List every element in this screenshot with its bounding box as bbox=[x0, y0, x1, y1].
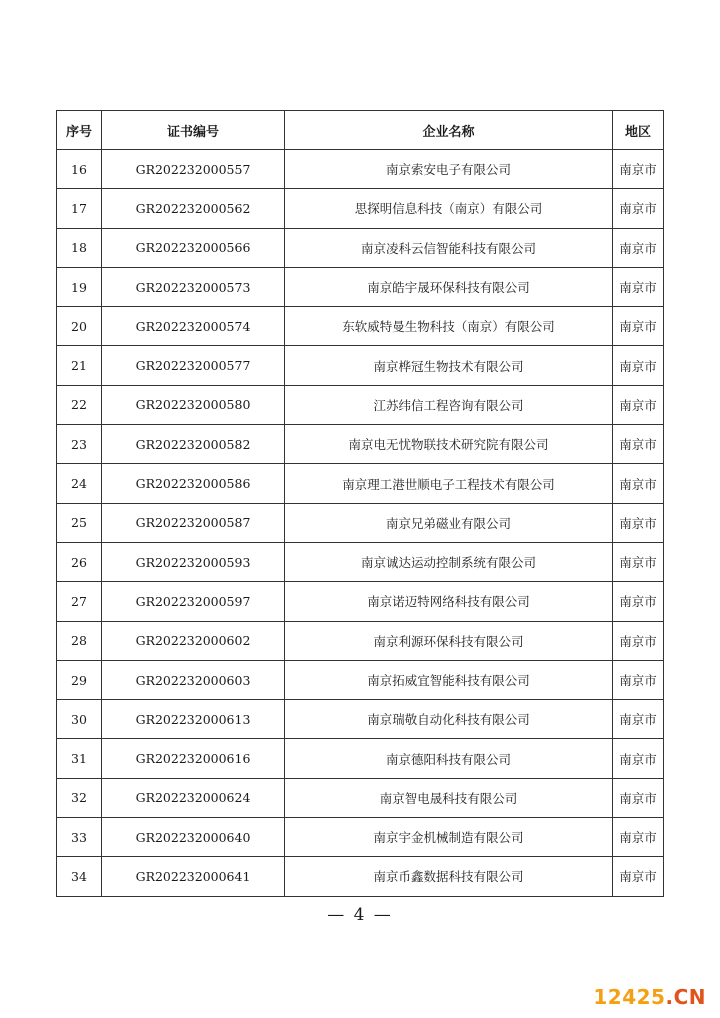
row-index: 29 bbox=[57, 660, 102, 699]
company-name: 南京皓宇晟环保科技有限公司 bbox=[285, 267, 613, 306]
row-index: 17 bbox=[57, 189, 102, 228]
certificate-number: GR202232000602 bbox=[102, 621, 285, 660]
row-index: 31 bbox=[57, 739, 102, 778]
row-index: 32 bbox=[57, 778, 102, 817]
table-row bbox=[57, 228, 664, 267]
region: 南京市 bbox=[613, 700, 664, 739]
company-name: 南京凌科云信智能科技有限公司 bbox=[285, 228, 613, 267]
table-row bbox=[57, 818, 664, 857]
company-name: 南京兄弟磁业有限公司 bbox=[285, 503, 613, 542]
certificate-number: GR202232000577 bbox=[102, 346, 285, 385]
row-index: 28 bbox=[57, 621, 102, 660]
company-name: 南京智电晟科技有限公司 bbox=[285, 778, 613, 817]
region: 南京市 bbox=[613, 464, 664, 503]
row-index: 22 bbox=[57, 385, 102, 424]
row-index: 19 bbox=[57, 267, 102, 306]
certificate-number: GR202232000603 bbox=[102, 660, 285, 699]
region: 南京市 bbox=[613, 778, 664, 817]
page-number: — 4 — bbox=[327, 905, 393, 925]
region: 南京市 bbox=[613, 857, 664, 896]
certificate-number: GR202232000573 bbox=[102, 267, 285, 306]
row-index: 21 bbox=[57, 346, 102, 385]
row-index: 20 bbox=[57, 307, 102, 346]
certificate-number: GR202232000640 bbox=[102, 818, 285, 857]
certificate-number: GR202232000616 bbox=[102, 739, 285, 778]
table-row bbox=[57, 346, 664, 385]
watermark-number: 12425 bbox=[593, 985, 666, 1009]
table-row bbox=[57, 660, 664, 699]
region: 南京市 bbox=[613, 189, 664, 228]
company-name: 南京瑞敬自动化科技有限公司 bbox=[285, 700, 613, 739]
region: 南京市 bbox=[613, 621, 664, 660]
certificate-number: GR202232000566 bbox=[102, 228, 285, 267]
company-name: 南京理工港世顺电子工程技术有限公司 bbox=[285, 464, 613, 503]
table-row bbox=[57, 542, 664, 581]
table-row bbox=[57, 150, 664, 189]
certificate-number: GR202232000624 bbox=[102, 778, 285, 817]
row-index: 23 bbox=[57, 425, 102, 464]
row-index: 27 bbox=[57, 582, 102, 621]
certificate-number: GR202232000562 bbox=[102, 189, 285, 228]
header-certificate-number: 证书编号 bbox=[102, 111, 285, 150]
region: 南京市 bbox=[613, 228, 664, 267]
row-index: 34 bbox=[57, 857, 102, 896]
company-name: 南京宇金机械制造有限公司 bbox=[285, 818, 613, 857]
certificate-number: GR202232000587 bbox=[102, 503, 285, 542]
region: 南京市 bbox=[613, 542, 664, 581]
company-name: 南京诚达运动控制系统有限公司 bbox=[285, 542, 613, 581]
table-row bbox=[57, 503, 664, 542]
region: 南京市 bbox=[613, 503, 664, 542]
table-body bbox=[57, 150, 664, 897]
table-row bbox=[57, 621, 664, 660]
row-index: 24 bbox=[57, 464, 102, 503]
table-row bbox=[57, 739, 664, 778]
company-name: 南京桦冠生物技术有限公司 bbox=[285, 346, 613, 385]
row-index: 18 bbox=[57, 228, 102, 267]
header-index: 序号 bbox=[57, 111, 102, 150]
company-name: 南京德阳科技有限公司 bbox=[285, 739, 613, 778]
table-row bbox=[57, 385, 664, 424]
region: 南京市 bbox=[613, 307, 664, 346]
table-row bbox=[57, 700, 664, 739]
certificate-number: GR202232000557 bbox=[102, 150, 285, 189]
region: 南京市 bbox=[613, 660, 664, 699]
header-company-name: 企业名称 bbox=[285, 111, 613, 150]
site-watermark-logo[interactable] bbox=[593, 985, 706, 1009]
company-name: 南京拓威宜智能科技有限公司 bbox=[285, 660, 613, 699]
region: 南京市 bbox=[613, 739, 664, 778]
header-region: 地区 bbox=[613, 111, 664, 150]
row-index: 25 bbox=[57, 503, 102, 542]
certificate-table bbox=[56, 110, 664, 897]
certificate-number: GR202232000613 bbox=[102, 700, 285, 739]
table-row bbox=[57, 307, 664, 346]
table-row bbox=[57, 189, 664, 228]
watermark-domain: .CN bbox=[665, 985, 706, 1009]
row-index: 16 bbox=[57, 150, 102, 189]
certificate-number: GR202232000582 bbox=[102, 425, 285, 464]
table-header-row bbox=[57, 111, 664, 150]
region: 南京市 bbox=[613, 425, 664, 464]
table-row bbox=[57, 778, 664, 817]
region: 南京市 bbox=[613, 346, 664, 385]
company-name: 南京诺迈特网络科技有限公司 bbox=[285, 582, 613, 621]
company-name: 南京电无忧物联技术研究院有限公司 bbox=[285, 425, 613, 464]
company-name: 思探明信息科技（南京）有限公司 bbox=[285, 189, 613, 228]
company-name: 南京币鑫数据科技有限公司 bbox=[285, 857, 613, 896]
certificate-number: GR202232000586 bbox=[102, 464, 285, 503]
certificate-number: GR202232000597 bbox=[102, 582, 285, 621]
region: 南京市 bbox=[613, 150, 664, 189]
table-row bbox=[57, 464, 664, 503]
table-row bbox=[57, 582, 664, 621]
company-name: 南京索安电子有限公司 bbox=[285, 150, 613, 189]
table-row bbox=[57, 425, 664, 464]
certificate-number: GR202232000641 bbox=[102, 857, 285, 896]
row-index: 26 bbox=[57, 542, 102, 581]
row-index: 30 bbox=[57, 700, 102, 739]
region: 南京市 bbox=[613, 582, 664, 621]
region: 南京市 bbox=[613, 385, 664, 424]
company-name: 东软威特曼生物科技（南京）有限公司 bbox=[285, 307, 613, 346]
company-name: 南京利源环保科技有限公司 bbox=[285, 621, 613, 660]
certificate-number: GR202232000580 bbox=[102, 385, 285, 424]
region: 南京市 bbox=[613, 267, 664, 306]
certificate-number: GR202232000593 bbox=[102, 542, 285, 581]
table-row bbox=[57, 857, 664, 896]
row-index: 33 bbox=[57, 818, 102, 857]
table-row bbox=[57, 267, 664, 306]
company-name: 江苏纬信工程咨询有限公司 bbox=[285, 385, 613, 424]
region: 南京市 bbox=[613, 818, 664, 857]
certificate-number: GR202232000574 bbox=[102, 307, 285, 346]
